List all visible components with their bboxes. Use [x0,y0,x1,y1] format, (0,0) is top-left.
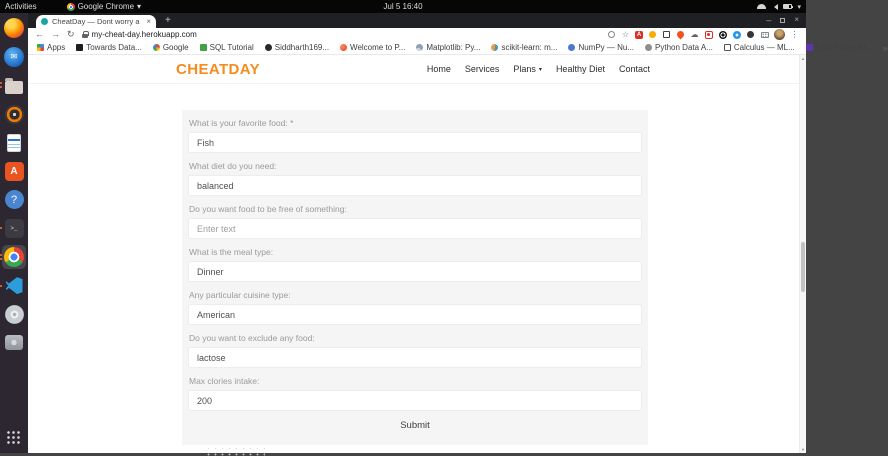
bookmark-numpy[interactable]: NumPy — Nu... [568,43,634,52]
firefox-icon [4,18,24,38]
cuisine-type-label: Any particular cuisine type: [189,290,291,300]
site-logo[interactable]: CHEATDAY [176,60,261,78]
bookmark-calculus[interactable]: Calculus — ML... [724,43,795,52]
free-of-label: Do you want food to be free of something: [189,204,347,214]
free-of-input[interactable] [188,218,642,239]
help-icon: ? [5,190,24,209]
favorite-food-input[interactable] [188,132,642,153]
activities-button[interactable]: Activities [5,2,37,11]
back-button[interactable]: ← [35,29,44,39]
system-tray[interactable] [757,0,801,13]
nav-healthy-diet[interactable]: Healthy Diet [555,64,605,74]
dock-ubuntu-software[interactable] [2,159,26,183]
dock-help[interactable] [2,188,26,212]
keyboard-icon[interactable] [760,30,769,39]
tab-cheatday[interactable] [36,15,156,28]
bookmarks-bar [28,41,888,55]
clock[interactable]: Jul 5 16:40 [383,2,423,11]
dock-terminal[interactable] [2,216,26,240]
site-header [176,55,650,83]
chrome-icon [4,247,24,267]
forward-button[interactable]: → [51,29,60,39]
drive-icon [5,335,23,350]
submit-button[interactable]: Submit [400,420,430,431]
dock-drive[interactable] [2,331,26,355]
nav-plans[interactable]: Plans ▾ [513,64,542,74]
meal-type-label: What is the meal type: [189,247,274,257]
favicon-icon [200,44,207,51]
tab-strip [28,13,806,28]
chevron-down-icon: ▾ [538,66,542,73]
new-tab-button[interactable]: + [165,15,171,26]
app-grid-icon [7,431,22,446]
page-viewport [28,55,806,453]
scrollbar-thumb[interactable] [801,242,805,292]
dock-rhythmbox[interactable] [2,102,26,126]
dock-disc[interactable] [2,302,26,326]
browser-window [28,13,888,453]
writer-icon [7,134,21,152]
bookmark-python-data[interactable]: Python Data A... [645,43,713,52]
favicon-icon [645,44,652,51]
dock-vscode[interactable] [2,274,26,298]
acrobat-extension-icon[interactable]: A [636,31,642,38]
app-menu-label: Google Chrome [77,2,135,11]
page-scrollbar[interactable] [799,55,806,453]
bookmark-welcome[interactable]: Welcome to P... [340,43,405,52]
profile-avatar[interactable] [774,29,785,40]
running-indicator [0,82,2,88]
exclude-food-label: Do you want to exclude any food: [189,333,315,343]
favicon-icon [416,44,423,51]
tray-caret-icon: ▾ [797,3,801,11]
files-icon [5,81,23,94]
chrome-icon [67,3,75,11]
running-indicator [0,285,2,287]
favicon-icon [76,44,83,51]
cuisine-type-input[interactable] [188,304,642,325]
scroll-down-icon[interactable]: ▼ [801,447,805,452]
disc-icon [5,305,24,324]
max-calories-label: Max clories intake: [189,376,260,386]
bookmark-scikit-learn[interactable]: scikit-learn: m... [491,43,557,52]
favorite-food-label: What is your favorite food: * [189,118,294,128]
bookmark-star-icon[interactable]: ☆ [621,30,630,39]
nav-services[interactable]: Services [464,64,500,74]
ring-extension-icon[interactable] [718,30,727,39]
favicon-icon [340,44,347,51]
github-icon [265,44,272,51]
lock-icon [82,34,88,38]
flame-extension-icon[interactable] [676,30,685,39]
running-indicator [0,227,2,229]
header-divider [28,83,799,84]
bookmark-matplotlib[interactable]: Matplotlib: Py... [416,43,480,52]
red-box-extension-icon[interactable] [704,30,713,39]
scroll-up-icon[interactable]: ▲ [801,56,805,61]
minimize-button[interactable]: – [766,14,772,25]
nav-home[interactable]: Home [426,64,451,74]
dock-show-applications[interactable] [2,427,26,451]
dock-thunderbird[interactable] [2,45,26,69]
battery-icon [783,4,792,9]
bookmark-towards-data[interactable]: Towards Data... [76,43,142,52]
gnome-top-bar [0,0,806,13]
bookmark-google[interactable]: Google [153,43,189,52]
app-menu[interactable] [67,2,142,11]
cloud-extension-icon[interactable]: ☁ [690,30,699,39]
browser-toolbar [28,28,806,41]
app-menu-caret-icon: ▾ [137,2,142,11]
favicon-icon [491,44,498,51]
extension-icon-orange[interactable] [648,30,657,39]
meal-type-input[interactable] [188,261,642,282]
bookmark-apps[interactable]: Apps [37,43,65,52]
exclude-food-input[interactable] [188,347,642,368]
favicon-icon [806,44,813,51]
close-button[interactable]: × [794,15,799,24]
cast-icon[interactable] [607,30,616,39]
tab-title: CheatDay — Dont worry a [52,17,140,26]
dock [0,13,28,453]
dark-extension-icon[interactable] [746,30,755,39]
vscode-icon [6,277,23,294]
dock-firefox[interactable] [2,16,26,40]
dock-libreoffice-writer[interactable] [2,131,26,155]
dock-files[interactable] [2,73,26,97]
favicon-icon [568,44,575,51]
crop-extension-icon[interactable] [662,30,671,39]
thunderbird-icon: ✉ [4,47,24,67]
volume-icon [771,4,778,10]
bookmark-sql-tutorial[interactable]: SQL Tutorial [200,43,254,52]
restore-button[interactable] [780,18,785,23]
reload-button[interactable]: ↻ [67,29,75,39]
window-controls [766,16,799,24]
blue-extension-icon[interactable] [732,30,741,39]
url-text: my-cheat-day.herokuapp.com [91,30,197,39]
tab-close-icon[interactable]: × [146,16,151,26]
browser-menu-icon[interactable]: ⋮ [790,30,799,39]
max-calories-input[interactable] [188,390,642,411]
apps-grid-icon [37,44,44,51]
diet-form [182,110,648,445]
nav-contact[interactable]: Contact [618,64,650,74]
bookmarks-overflow-icon[interactable]: » [882,42,888,53]
terminal-icon: >_ [5,219,24,238]
running-indicator [0,254,2,260]
diet-label: What diet do you need: [189,161,277,171]
dock-chrome[interactable] [2,245,26,269]
software-icon: A [5,162,24,181]
bookmark-fast-power[interactable]: Fast Power Al... [806,43,872,52]
diet-input[interactable] [188,175,642,196]
tab-favicon [41,18,48,25]
wifi-icon [757,4,766,9]
extensions-row [607,29,799,40]
rhythmbox-icon [5,105,24,124]
address-bar[interactable] [82,30,600,39]
bookmark-github[interactable]: Siddharth169... [265,43,329,52]
cutoff-content [205,448,265,452]
favicon-icon [724,44,731,51]
site-nav [427,64,650,74]
favicon-icon [153,44,160,51]
